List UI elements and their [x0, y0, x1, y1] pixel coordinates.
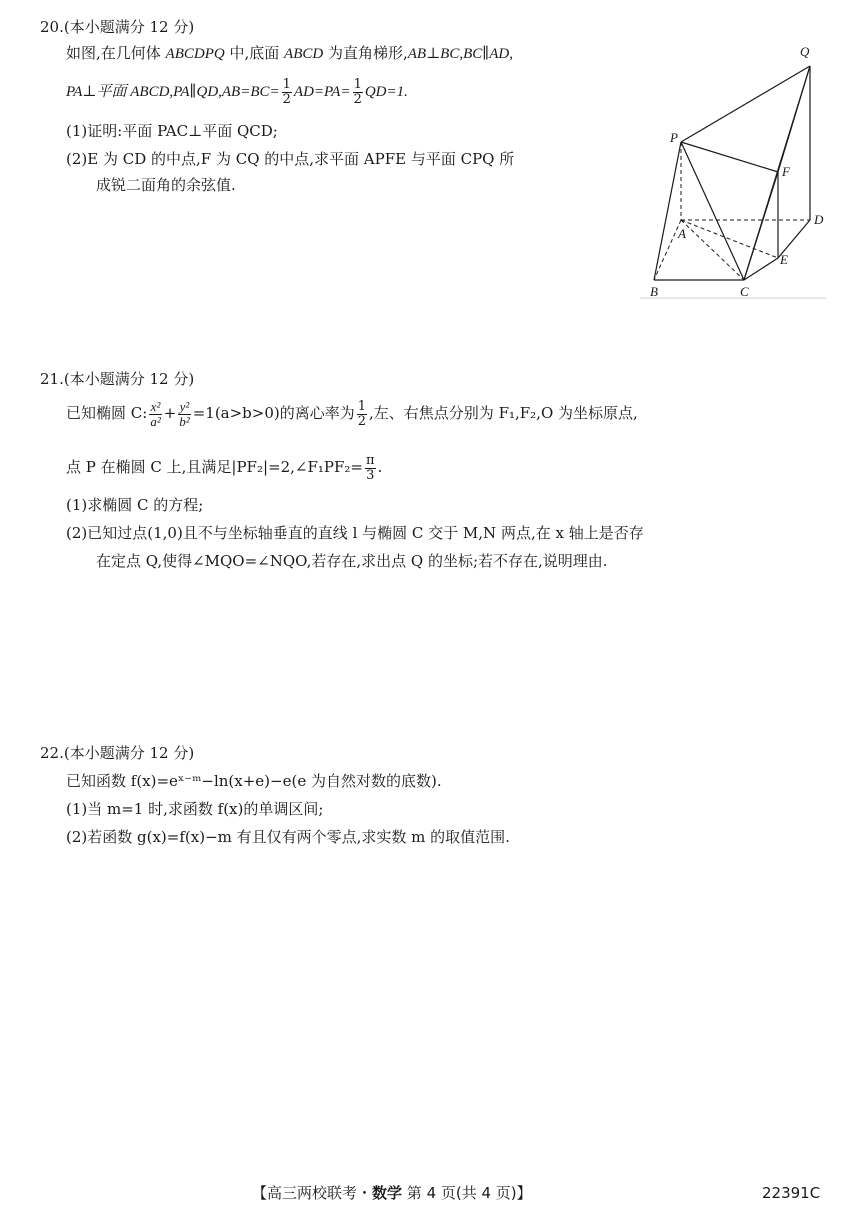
fraction-y2-b2: $\frac{\text{y²}}{\text{b²}}$: [179, 399, 190, 429]
q20-line2: PA⊥平面 ABCD,PA∥QD,AB=BC= $\frac{1}{2}$ AD=PA= $\frac{1}{2}$ QD=1.: [66, 77, 408, 107]
q21-line1: 已知椭圆 C: $\frac{\text{x²}}{\text{a²}}$ + $\frac{\text{y²}}{\text{b²}}$ =1(a>b>0)的离心率为 $\frac{1}{2}$ ,左、右焦点分别为 F₁,F₂,O 为坐标原点,: [66, 399, 638, 429]
fraction: $\frac{1}{2}$: [353, 77, 362, 107]
label-A: A: [678, 226, 686, 241]
label-B: B: [650, 284, 658, 299]
q20-header: 20.(本小题满分 12 分): [40, 18, 195, 36]
fraction-pi-3: $\frac{\pi}{3}$: [365, 453, 375, 483]
label-P: P: [670, 130, 678, 145]
label-D: D: [814, 212, 824, 227]
q21-line2: 点 P 在椭圆 C 上,且满足|PF₂|=2,∠F₁PF₂= $\frac{\pi}{3}$ .: [66, 453, 383, 483]
fraction-half: $\frac{1}{2}$: [357, 399, 367, 429]
label-Q: Q: [800, 44, 810, 59]
fraction-x2-a2: $\frac{\text{x²}}{\text{a²}}$: [150, 399, 161, 429]
q21-part1: (1)求椭圆 C 的方程;: [66, 496, 204, 514]
q21-part2-line2: 在定点 Q,使得∠MQO=∠NQO,若存在,求出点 Q 的坐标;若不存在,说明理由.: [96, 552, 608, 570]
label-C: C: [740, 284, 749, 299]
label-F: F: [782, 164, 790, 179]
q20-part2-line1: (2)E 为 CD 的中点,F 为 CQ 的中点,求平面 APFE 与平面 CPQ 所: [66, 150, 515, 168]
q20-part2-line2: 成锐二面角的余弦值.: [96, 176, 236, 194]
q20-part1: (1)证明:平面 PAC⊥平面 QCD;: [66, 122, 278, 140]
fraction: $\frac{1}{2}$: [282, 77, 291, 107]
q22-part2: (2)若函数 g(x)=f(x)−m 有且仅有两个零点,求实数 m 的取值范围.: [66, 828, 510, 846]
q22-line1: 已知函数 f(x)=eˣ⁻ᵐ−ln(x+e)−e(e 为自然对数的底数).: [66, 772, 442, 790]
paper-code: 22391C: [762, 1184, 821, 1202]
q21-part2-line1: (2)已知过点(1,0)且不与坐标轴垂直的直线 l 与椭圆 C 交于 M,N 两点,在 x 轴上是否存: [66, 524, 644, 542]
q22-header: 22.(本小题满分 12 分): [40, 744, 195, 762]
q20-line1: 如图,在几何体 ABCDPQ 中,底面 ABCD 为直角梯形,AB⊥BC,BC∥AD,: [66, 44, 513, 62]
page-footer: 【高三两校联考・数学 第 4 页(共 4 页)】: [252, 1184, 532, 1202]
q22-part1: (1)当 m=1 时,求函数 f(x)的单调区间;: [66, 800, 324, 818]
q21-header: 21.(本小题满分 12 分): [40, 370, 195, 388]
geometry-figure: [640, 40, 830, 302]
label-E: E: [780, 252, 788, 267]
